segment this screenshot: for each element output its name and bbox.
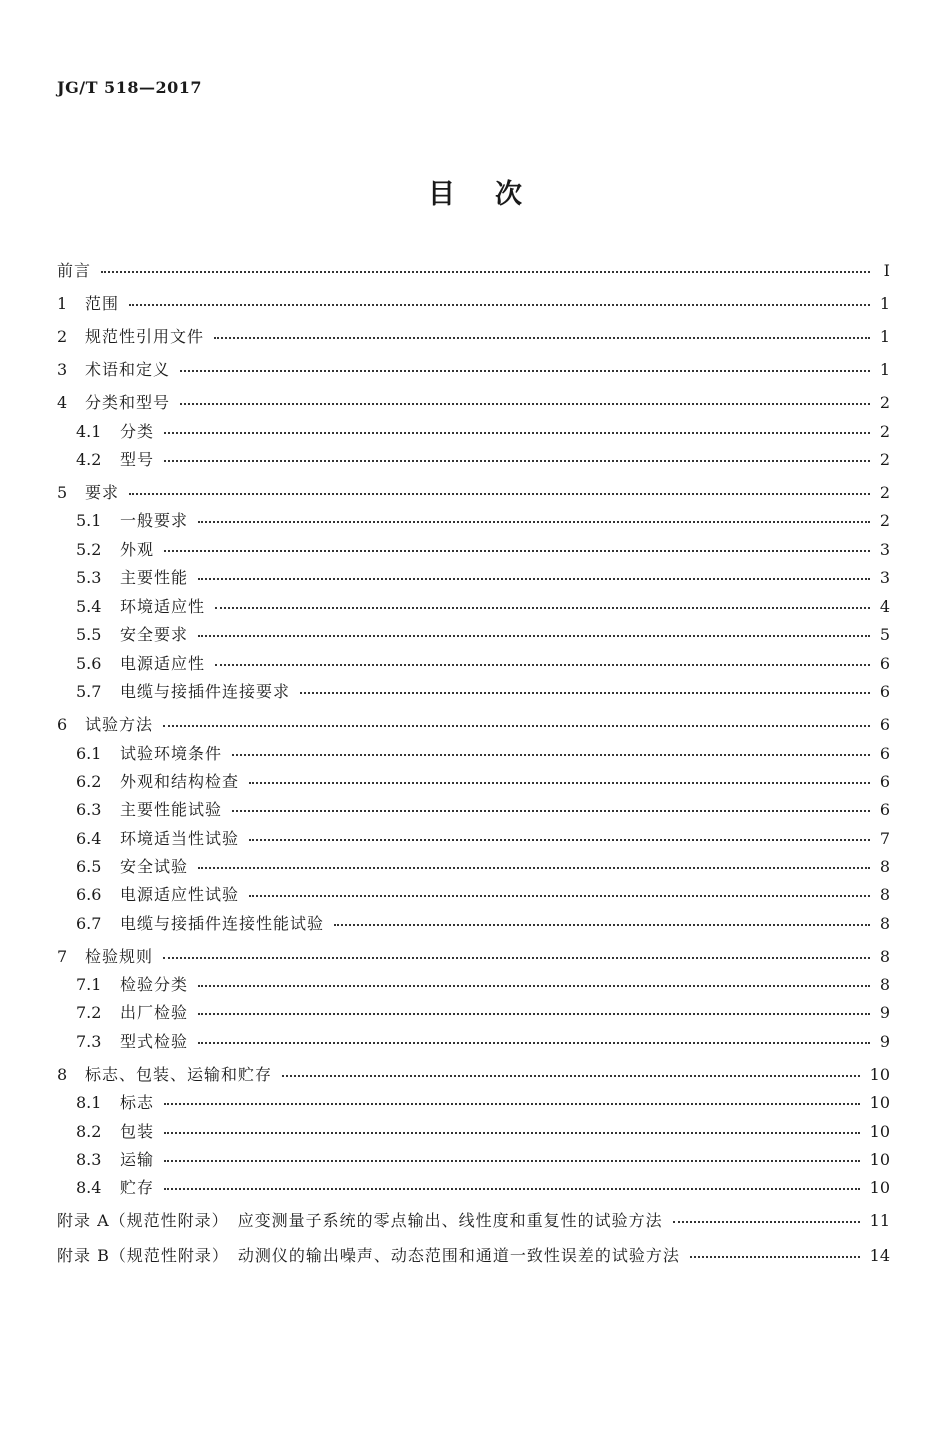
toc-entry[interactable] bbox=[57, 1062, 890, 1085]
toc-entry[interactable] bbox=[57, 797, 890, 820]
toc-entry-number: 5.5 bbox=[76, 625, 102, 644]
toc-entry-page: 6 bbox=[879, 715, 890, 734]
toc-entry-number: 8.1 bbox=[76, 1093, 102, 1112]
toc-entry-page: 4 bbox=[879, 597, 890, 616]
dot-leader bbox=[198, 568, 870, 582]
page-title: 目次 bbox=[428, 179, 562, 210]
dot-leader bbox=[129, 294, 870, 308]
toc-entry-label: 安全要求 bbox=[120, 625, 189, 644]
toc-entry-page: Ⅰ bbox=[883, 261, 890, 280]
toc-entry-label: 规范性引用文件 bbox=[85, 327, 205, 346]
toc-entry-label: 电源适应性 bbox=[120, 654, 206, 673]
dot-leader bbox=[198, 1003, 870, 1017]
dot-leader bbox=[249, 772, 870, 786]
toc-entry-page: 3 bbox=[879, 568, 890, 587]
toc-entry[interactable] bbox=[57, 622, 890, 645]
toc-entry-label: 安全试验 bbox=[120, 857, 189, 876]
toc-entry[interactable] bbox=[57, 1029, 890, 1052]
toc-entry-page: 9 bbox=[879, 1003, 890, 1022]
toc-entry[interactable] bbox=[57, 1147, 890, 1170]
dot-leader bbox=[164, 422, 870, 436]
toc-entry[interactable] bbox=[57, 1175, 890, 1198]
toc-entry-label: 型式检验 bbox=[120, 1032, 189, 1051]
toc-entry[interactable] bbox=[57, 390, 890, 413]
toc-entry-number: 8 bbox=[57, 1065, 68, 1084]
toc-entry-number: 7 bbox=[57, 947, 68, 966]
toc-entry-page: 6 bbox=[879, 772, 890, 791]
toc-entry-number: 3 bbox=[57, 360, 68, 379]
toc-entry[interactable] bbox=[57, 357, 890, 380]
dot-leader bbox=[101, 261, 870, 275]
toc-entry[interactable] bbox=[57, 291, 890, 314]
toc-entry-label: 要求 bbox=[85, 483, 120, 502]
toc-entry-page: 2 bbox=[879, 511, 890, 530]
toc-entry-page: 10 bbox=[869, 1150, 890, 1169]
toc-entry-label: 范围 bbox=[85, 294, 120, 313]
toc-entry-number: 6.3 bbox=[76, 800, 102, 819]
toc-entry-page: 10 bbox=[869, 1122, 890, 1141]
dot-leader bbox=[164, 450, 870, 464]
toc-entry-label: 附录 A（规范性附录） 应变测量子系统的零点输出、线性度和重复性的试验方法 bbox=[57, 1211, 663, 1230]
toc-entry[interactable] bbox=[57, 1243, 890, 1266]
dot-leader bbox=[198, 857, 870, 871]
toc-entry-number: 1 bbox=[57, 294, 68, 313]
toc-entry[interactable] bbox=[57, 480, 890, 503]
toc-entry-page: 2 bbox=[879, 393, 890, 412]
toc-entry-label: 附录 B（规范性附录） 动测仪的输出噪声、动态范围和通道一致性误差的试验方法 bbox=[57, 1246, 680, 1265]
toc-entry-page: 2 bbox=[879, 422, 890, 441]
dot-leader bbox=[215, 654, 870, 668]
dot-leader bbox=[334, 914, 870, 928]
dot-leader bbox=[198, 975, 870, 989]
toc-entry-label: 主要性能试验 bbox=[120, 800, 223, 819]
toc-entry[interactable] bbox=[57, 741, 890, 764]
toc-entry-page: 6 bbox=[879, 654, 890, 673]
toc-entry-page: 10 bbox=[869, 1178, 890, 1197]
toc-entry-label: 出厂检验 bbox=[120, 1003, 189, 1022]
toc-entry-number: 6.4 bbox=[76, 829, 102, 848]
dot-leader bbox=[215, 597, 870, 611]
toc-entry-number: 8.2 bbox=[76, 1122, 102, 1141]
toc-entry-page: 5 bbox=[879, 625, 890, 644]
toc-entry-number: 8.3 bbox=[76, 1150, 102, 1169]
toc-entry[interactable] bbox=[57, 651, 890, 674]
toc-entry-label: 主要性能 bbox=[120, 568, 189, 587]
toc-entry-label: 标志、包装、运输和贮存 bbox=[85, 1065, 273, 1084]
toc-entry-page: 8 bbox=[879, 857, 890, 876]
toc-entry-page: 6 bbox=[879, 744, 890, 763]
toc-entry-number: 5.2 bbox=[76, 540, 102, 559]
toc-entry-label: 外观和结构检查 bbox=[120, 772, 240, 791]
dot-leader bbox=[249, 829, 870, 843]
toc-entry-number: 7.1 bbox=[76, 975, 102, 994]
toc-entry-label: 环境适应性 bbox=[120, 597, 206, 616]
dot-leader bbox=[232, 800, 870, 814]
toc-entry-label: 运输 bbox=[120, 1150, 155, 1169]
toc-entry[interactable] bbox=[57, 324, 890, 347]
toc-entry-page: 1 bbox=[879, 327, 890, 346]
toc-entry-number: 6.5 bbox=[76, 857, 102, 876]
toc-entry-number: 8.4 bbox=[76, 1178, 102, 1197]
dot-leader bbox=[249, 885, 870, 899]
toc-entry-page: 2 bbox=[879, 450, 890, 469]
toc-entry-number: 6.6 bbox=[76, 885, 102, 904]
dot-leader bbox=[673, 1211, 860, 1225]
toc-entry-number: 4.2 bbox=[76, 450, 102, 469]
toc-entry-number: 5.6 bbox=[76, 654, 102, 673]
toc-entry[interactable] bbox=[57, 944, 890, 967]
dot-leader bbox=[198, 625, 870, 639]
toc-entry-label: 电缆与接插件连接要求 bbox=[120, 682, 291, 701]
toc-entry-label: 分类 bbox=[120, 422, 155, 441]
dot-leader bbox=[129, 483, 870, 497]
toc-entry[interactable] bbox=[57, 769, 890, 792]
toc-entry-page: 8 bbox=[879, 914, 890, 933]
toc-entry-number: 6 bbox=[57, 715, 68, 734]
toc-entry-label: 前言 bbox=[57, 261, 92, 280]
toc-entry-number: 6.2 bbox=[76, 772, 102, 791]
toc-entry[interactable] bbox=[57, 1090, 890, 1113]
toc-entry[interactable] bbox=[57, 882, 890, 905]
toc-entry[interactable] bbox=[57, 565, 890, 588]
toc-entry-number: 7.2 bbox=[76, 1003, 102, 1022]
dot-leader bbox=[232, 744, 870, 758]
toc-entry-number: 4.1 bbox=[76, 422, 102, 441]
toc-entry-page: 1 bbox=[879, 294, 890, 313]
dot-leader bbox=[164, 1178, 860, 1192]
standard-code: JG/T 518—2017 bbox=[57, 78, 202, 97]
toc-entry-label: 环境适当性试验 bbox=[120, 829, 240, 848]
toc-entry-label: 贮存 bbox=[120, 1178, 155, 1197]
toc-entry[interactable] bbox=[57, 854, 890, 877]
toc-entry-label: 分类和型号 bbox=[85, 393, 171, 412]
dot-leader bbox=[164, 1122, 860, 1136]
toc-entry-label: 外观 bbox=[120, 540, 155, 559]
toc-entry-page: 14 bbox=[869, 1246, 890, 1265]
toc-entry-number: 5.3 bbox=[76, 568, 102, 587]
toc-entry-number: 5 bbox=[57, 483, 68, 502]
toc-entry-label: 型号 bbox=[120, 450, 155, 469]
dot-leader bbox=[163, 947, 870, 961]
toc-entry-page: 8 bbox=[879, 947, 890, 966]
dot-leader bbox=[180, 393, 870, 407]
dot-leader bbox=[282, 1065, 860, 1079]
dot-leader bbox=[164, 1150, 860, 1164]
toc-entry-label: 检验分类 bbox=[120, 975, 189, 994]
toc-entry-number: 6.7 bbox=[76, 914, 102, 933]
dot-leader bbox=[164, 1093, 860, 1107]
toc-entry-page: 1 bbox=[879, 360, 890, 379]
toc-entry-page: 9 bbox=[879, 1032, 890, 1051]
toc-entry[interactable] bbox=[57, 972, 890, 995]
toc-entry[interactable] bbox=[57, 911, 890, 934]
toc-entry-number: 6.1 bbox=[76, 744, 102, 763]
toc-entry-page: 7 bbox=[879, 829, 890, 848]
toc-entry[interactable] bbox=[57, 1119, 890, 1142]
toc-entry[interactable] bbox=[57, 712, 890, 735]
toc-entry[interactable] bbox=[57, 594, 890, 617]
toc-entry[interactable] bbox=[57, 447, 890, 470]
toc-entry-number: 5.4 bbox=[76, 597, 102, 616]
toc-entry-label: 术语和定义 bbox=[85, 360, 171, 379]
toc-entry-label: 包装 bbox=[120, 1122, 155, 1141]
toc-entry-page: 8 bbox=[879, 975, 890, 994]
toc-entry[interactable] bbox=[57, 679, 890, 702]
toc-entry-label: 标志 bbox=[120, 1093, 155, 1112]
toc-entry-number: 7.3 bbox=[76, 1032, 102, 1051]
toc-entry-label: 一般要求 bbox=[120, 511, 189, 530]
toc-entry-label: 电缆与接插件连接性能试验 bbox=[120, 914, 325, 933]
toc-entry-page: 6 bbox=[879, 800, 890, 819]
toc-entry-page: 8 bbox=[879, 885, 890, 904]
toc-entry-label: 试验环境条件 bbox=[120, 744, 223, 763]
dot-leader bbox=[180, 360, 870, 374]
toc-entry[interactable] bbox=[57, 826, 890, 849]
toc-entry-page: 2 bbox=[879, 483, 890, 502]
dot-leader bbox=[198, 1032, 870, 1046]
toc-entry[interactable] bbox=[57, 258, 890, 281]
toc-entry-page: 6 bbox=[879, 682, 890, 701]
dot-leader bbox=[214, 327, 870, 341]
toc-entry[interactable] bbox=[57, 1000, 890, 1023]
toc-entry[interactable] bbox=[57, 537, 890, 560]
toc-entry-page: 10 bbox=[869, 1093, 890, 1112]
dot-leader bbox=[163, 715, 870, 729]
toc-entry-number: 5.1 bbox=[76, 511, 102, 530]
toc-entry-page: 3 bbox=[879, 540, 890, 559]
dot-leader bbox=[198, 511, 870, 525]
toc-entry-label: 电源适应性试验 bbox=[120, 885, 240, 904]
toc-entry-number: 5.7 bbox=[76, 682, 102, 701]
dot-leader bbox=[164, 540, 870, 554]
toc-entry-number: 2 bbox=[57, 327, 68, 346]
toc-entry[interactable] bbox=[57, 419, 890, 442]
toc-entry[interactable] bbox=[57, 1208, 890, 1231]
toc-entry-page: 10 bbox=[869, 1065, 890, 1084]
toc-entry-number: 4 bbox=[57, 393, 68, 412]
dot-leader bbox=[300, 682, 870, 696]
toc-entry[interactable] bbox=[57, 508, 890, 531]
toc-entry-page: 11 bbox=[869, 1211, 890, 1230]
dot-leader bbox=[690, 1246, 860, 1260]
toc-entry-label: 试验方法 bbox=[85, 715, 154, 734]
toc-entry-label: 检验规则 bbox=[85, 947, 154, 966]
